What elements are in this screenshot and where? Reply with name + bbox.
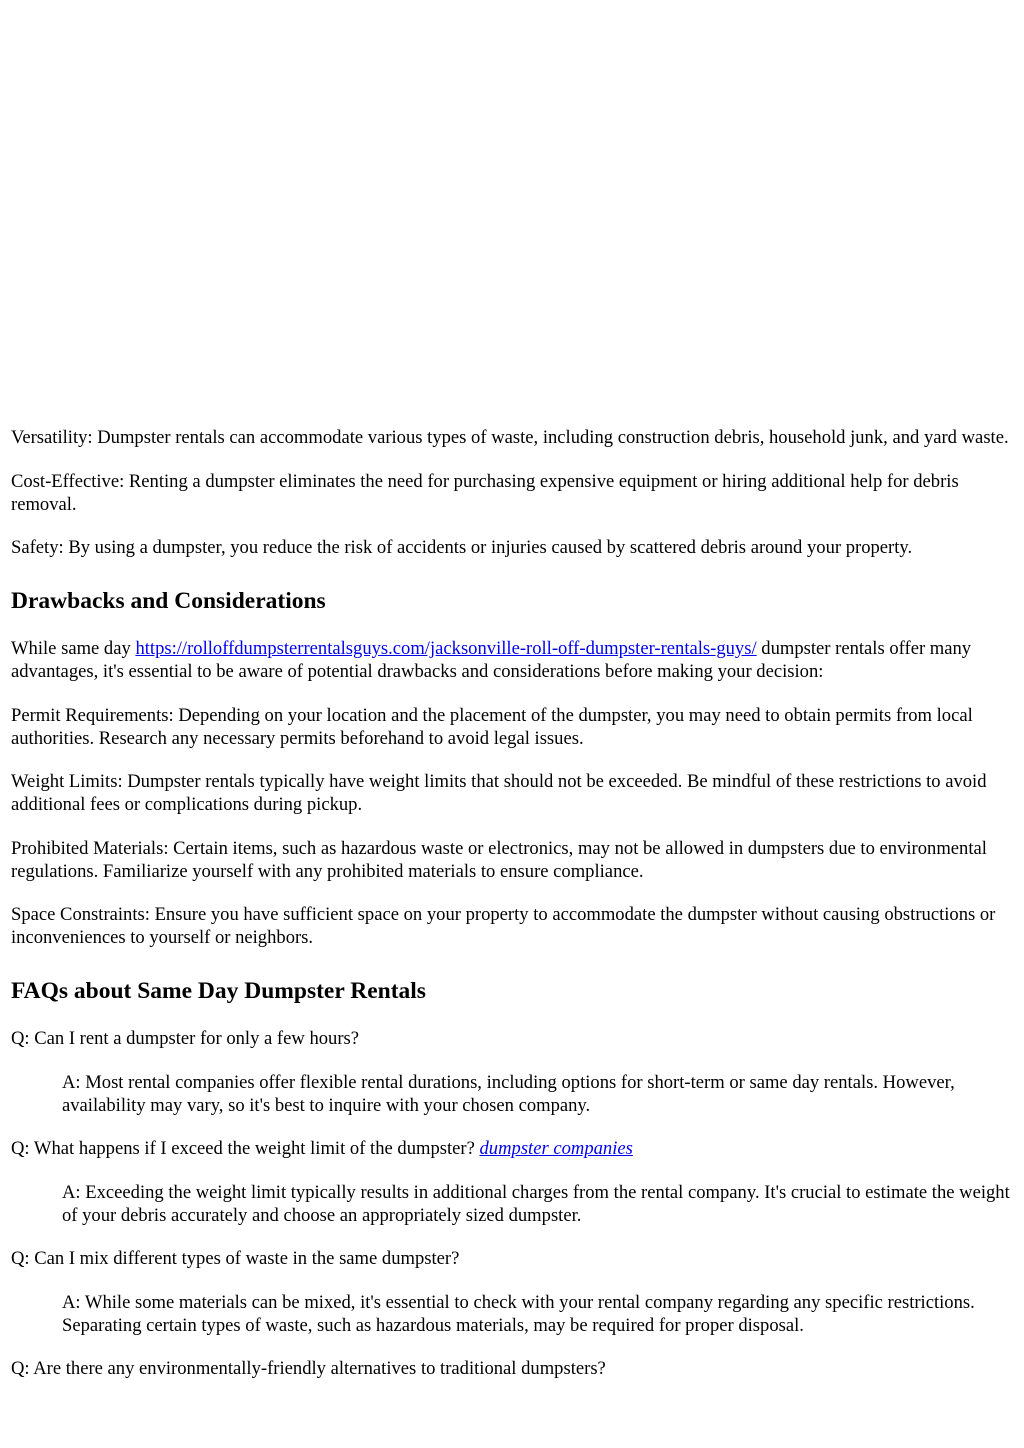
permit-requirements-paragraph: Permit Requirements: Depending on your location and the placement of the dumpster, you may need to obtain permits from local authorities. Research any necessary permits beforehand to avoid legal issues. — [11, 704, 973, 749]
faq-answer-1: A: Most rental companies offer flexible rental durations, including options for short-term or same day rentals. However, availability may vary, so it's best to inquire with your chosen company. — [62, 1071, 955, 1116]
weight-limits-paragraph: Weight Limits: Dumpster rentals typically have weight limits that should not be exceeded. Be mindful of these restrictions to avoid additional fees or complications during pickup. — [11, 771, 987, 815]
faq-question-3: Q: Can I mix different types of waste in the same dumpster? — [11, 1248, 460, 1269]
dumpster-companies-link[interactable]: dumpster companies — [479, 1138, 633, 1159]
drawbacks-intro-after: dumpster rentals offer many advantages, it's essential to be aware of potential drawbacks and considerations before making your decision: — [11, 638, 972, 682]
cost-effective-paragraph: Cost-Effective: Renting a dumpster eliminates the need for purchasing expensive equipment or hiring additional help for debris removal. — [11, 470, 959, 515]
drawbacks-heading: Drawbacks and Considerations — [11, 588, 326, 614]
faq-question-2 — [11, 1137, 1014, 1160]
faqs-heading: FAQs about Same Day Dumpster Rentals — [11, 978, 426, 1004]
faq-question-4: Q: Are there any environmentally-friendly alternatives to traditional dumpsters? — [11, 1358, 606, 1379]
faq-answer-3: A: While some materials can be mixed, it's essential to check with your rental company regarding any specific restrictions. Separating certain types of waste, such as hazardous materials, may be required for proper disposal. — [62, 1291, 975, 1336]
document-body — [11, 426, 1014, 1401]
drawbacks-intro-before: While same day — [11, 638, 136, 659]
space-constraints-paragraph: Space Constraints: Ensure you have sufficient space on your property to accommodate the dumpster without causing obstructions or inconveniences to yourself or neighbors. — [11, 904, 996, 948]
prohibited-materials-paragraph: Prohibited Materials: Certain items, such as hazardous waste or electronics, may not be allowed in dumpsters due to environmental regulations. Familiarize yourself with any prohibited materials to ensure compliance. — [11, 837, 987, 882]
rental-site-link[interactable]: https://rolloffdumpsterrentalsguys.com/jacksonville-roll-off-dumpster-rentals-guys/ — [135, 638, 757, 659]
versatility-paragraph: Versatility: Dumpster rentals can accommodate various types of waste, including construction debris, household junk, and yard waste. — [11, 427, 1009, 448]
faq-question-1: Q: Can I rent a dumpster for only a few hours? — [11, 1028, 360, 1049]
safety-paragraph: Safety: By using a dumpster, you reduce the risk of accidents or injuries caused by scattered debris around your property. — [11, 537, 913, 558]
faq-question-2-text: Q: What happens if I exceed the weight limit of the dumpster? — [11, 1138, 480, 1159]
drawbacks-intro-paragraph — [11, 637, 1014, 683]
faq-answer-2: A: Exceeding the weight limit typically results in additional charges from the rental company. It's crucial to estimate the weight of your debris accurately and choose an appropriately sized dumpster. — [62, 1181, 1010, 1226]
